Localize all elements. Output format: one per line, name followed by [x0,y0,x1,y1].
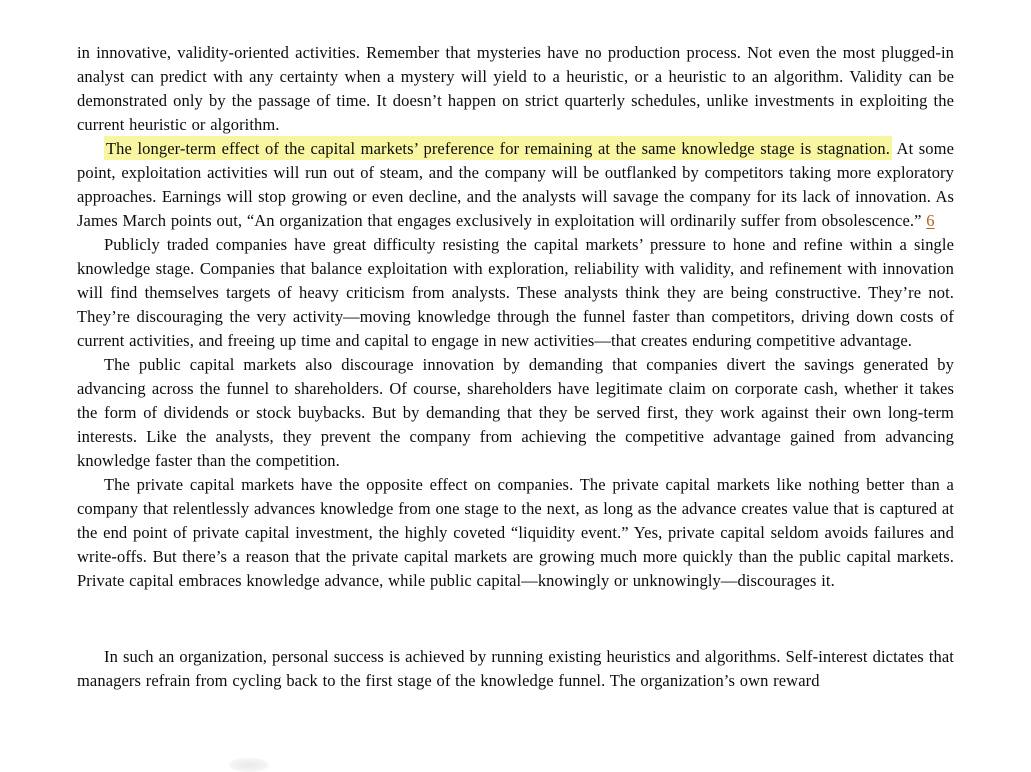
paragraph [77,473,954,593]
page-indicator [229,758,269,772]
body-text: The private capital markets have the opposite effect on companies. The private capital markets like nothing better than a company that relentlessly advances knowledge from one stage to the next, as long as the advance creates value that is captured at the end point of private capital investment, the highly coveted “liquidity event.” Yes, private capital seldom avoids failures and write-offs. But there’s a reason that the private capital markets are growing much more quickly than the public capital markets. Private capital embraces knowledge advance, while public capital—knowingly or unknowingly—discourages it. [77,475,954,590]
page-content [77,41,954,693]
paragraph [77,645,954,693]
paragraph [77,137,954,233]
footnote-link-6[interactable]: 6 [926,211,935,230]
paragraph [77,41,954,137]
highlighted-sentence[interactable]: The longer-term effect of the capital markets’ preference for remaining at the same knowledge stage is stagnation. [104,136,892,160]
paragraph [77,233,954,353]
paragraph [77,353,954,473]
body-text: At some point, exploitation activities will run out of steam, and the company will be outflanked by competitors taking more exploratory approaches. Earnings will stop growing or even decline, and the analysts will savage the company for its lack of innovation. As James March points out, “An organization that engages exclusively in exploitation will ordinarily suffer from obsolescence.” [77,139,954,230]
body-text: The public capital markets also discourage innovation by demanding that companies divert the savings generated by advancing across the funnel to shareholders. Of course, shareholders have legitimate claim on corporate cash, whether it takes the form of dividends or stock buybacks. But by demanding that they be served first, they work against their own long-term interests. Like the analysts, they prevent the company from achieving the competitive advantage gained from advancing knowledge faster than the competition. [77,355,954,470]
body-text: In such an organization, personal success is achieved by running existing heuristics and algorithms. Self-interest dictates that managers refrain from cycling back to the first stage of the knowledge funnel. The organization’s own reward [77,647,954,690]
body-text: Publicly traded companies have great difficulty resisting the capital markets’ pressure to hone and refine within a single knowledge stage. Companies that balance exploitation with exploration, reliability with validity, and refinement with innovation will find themselves targets of heavy criticism from analysts. These analysts think they are being constructive. They’re not. They’re discouraging the very activity—moving knowledge through the funnel faster than competitors, driving down costs of current activities, and freeing up time and capital to engage in new activities—that creates enduring competitive advantage. [77,235,954,350]
body-text: in innovative, validity-oriented activities. Remember that mysteries have no production process. Not even the most plugged-in analyst can predict with any certainty when a mystery will yield to a heuristic, or a heuristic to an algorithm. Validity can be demonstrated only by the passage of time. It doesn’t happen on strict quarterly schedules, unlike investments in exploiting the current heuristic or algorithm. [77,43,954,134]
